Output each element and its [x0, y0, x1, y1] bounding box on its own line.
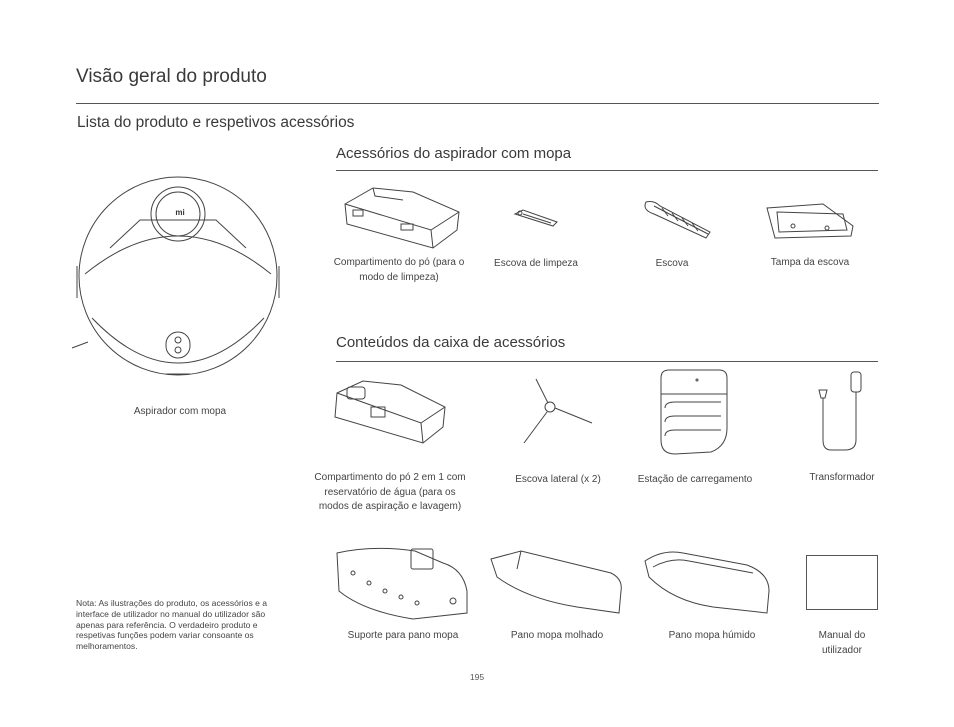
caption-damp-mop: Pano mopa húmido: [668, 630, 756, 641]
caption-main-brush: Escova: [655, 258, 689, 269]
2in1-bin-icon: [333, 379, 449, 445]
caption-mop-bracket: Suporte para pano mopa: [347, 630, 459, 641]
caption-charging-dock: Estação de carregamento: [637, 474, 753, 485]
wet-mop-icon: [487, 549, 627, 615]
section-title-accessories: Acessórios do aspirador com mopa: [336, 145, 572, 162]
caption-robot: Aspirador com mopa: [133, 406, 227, 417]
section-divider-box: [336, 361, 878, 362]
dust-bin-icon: [343, 186, 461, 252]
caption-power-adapter: Transformador: [809, 472, 875, 483]
caption-cleaning-brush: Escova de limpeza: [494, 258, 578, 269]
disclaimer-note: Nota: As ilustrações do produto, os acessórios e a interface de utilizador no manual do utilizador são apenas para referência. O verdadeiro produto e respetivas funções podem variar consoante os melhoramentos.: [76, 598, 268, 652]
charging-dock-icon: [657, 368, 731, 456]
manual-icon: [806, 555, 878, 610]
caption-dust-bin: Compartimento do pó (para o modo de limpeza): [333, 257, 465, 283]
main-brush-icon: [640, 198, 714, 240]
brush-cover-icon: [763, 202, 855, 240]
damp-mop-icon: [643, 547, 773, 617]
section-divider-accessories: [336, 170, 878, 171]
cleaning-brush-icon: [513, 208, 561, 228]
mop-bracket-icon: [333, 545, 473, 621]
title-divider: [76, 103, 879, 104]
caption-side-brush: Escova lateral (x 2): [515, 474, 601, 485]
caption-manual: Manual do utilizador: [818, 630, 866, 656]
page-number: 195: [469, 672, 485, 682]
caption-wet-mop: Pano mopa molhado: [510, 630, 604, 641]
caption-2in1-bin: Compartimento do pó 2 em 1 com reservatório de água (para os modos de aspiração e lavagem): [314, 472, 466, 512]
side-brush-icon: [520, 377, 594, 445]
page-title: Visão geral do produto: [76, 66, 267, 87]
power-adapter-icon: [815, 370, 867, 454]
caption-brush-cover: Tampa da escova: [770, 257, 850, 268]
section-title-box: Conteúdos da caixa de acessórios: [336, 334, 566, 351]
brand-logo: mi: [175, 208, 185, 217]
page-subtitle: Lista do produto e respetivos acessórios: [77, 114, 355, 131]
